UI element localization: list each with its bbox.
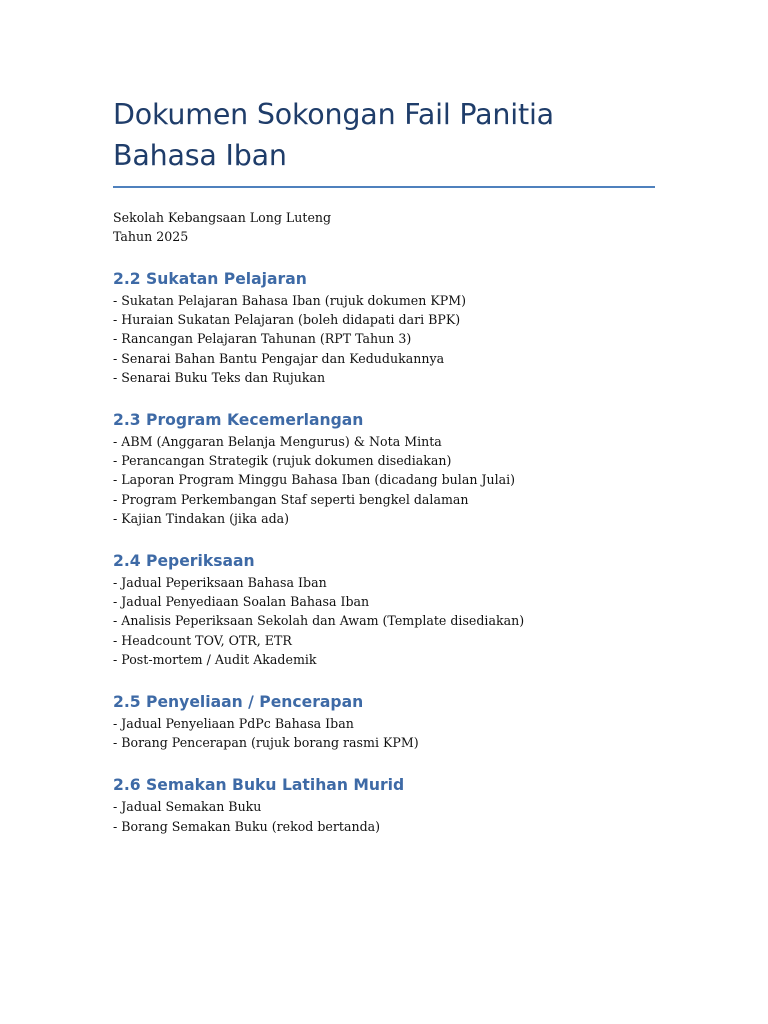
list-item: - Perancangan Strategik (rujuk dokumen disediakan) xyxy=(113,453,452,469)
section-heading: 2.6 Semakan Buku Latihan Murid xyxy=(113,776,405,795)
document-page xyxy=(113,94,655,836)
document-meta xyxy=(113,208,655,246)
section-item-list xyxy=(113,432,655,528)
section-item-list xyxy=(113,714,655,752)
list-item: - Senarai Buku Teks dan Rujukan xyxy=(113,369,326,385)
list-item: - Kajian Tindakan (jika ada) xyxy=(113,510,290,526)
document-title: Dokumen Sokongan Fail Panitia Bahasa Iban xyxy=(113,98,554,172)
section-item-list xyxy=(113,573,655,669)
document-year: Tahun 2025 xyxy=(113,229,189,244)
list-item: - Program Perkembangan Staf seperti bengkel dalaman xyxy=(113,491,469,507)
list-item: - Laporan Program Minggu Bahasa Iban (dicadang bulan Julai) xyxy=(113,472,516,488)
title-underline xyxy=(113,186,655,188)
list-item: - Huraian Sukatan Pelajaran (boleh didapati dari BPK) xyxy=(113,312,461,328)
section-item-list xyxy=(113,291,655,387)
section-sukatan-pelajaran xyxy=(113,268,655,387)
list-item: - Jadual Semakan Buku xyxy=(113,799,262,815)
list-item: - Senarai Bahan Bantu Pengajar dan Kedudukannya xyxy=(113,350,445,366)
section-heading: 2.5 Penyeliaan / Pencerapan xyxy=(113,693,364,712)
list-item: - Jadual Penyeliaan PdPc Bahasa Iban xyxy=(113,716,354,732)
section-heading: 2.3 Program Kecemerlangan xyxy=(113,411,364,430)
list-item: - Post-mortem / Audit Akademik xyxy=(113,651,317,667)
section-semakan-buku xyxy=(113,774,655,835)
list-item: - Sukatan Pelajaran Bahasa Iban (rujuk dokumen KPM) xyxy=(113,293,467,308)
list-item: - Borang Pencerapan (rujuk borang rasmi KPM) xyxy=(113,735,419,751)
list-item: - Borang Semakan Buku (rekod bertanda) xyxy=(113,818,381,834)
section-heading: 2.4 Peperiksaan xyxy=(113,552,255,571)
section-penyeliaan-pencerapan xyxy=(113,691,655,752)
section-peperiksaan xyxy=(113,550,655,669)
list-item: - Headcount TOV, OTR, ETR xyxy=(113,632,292,648)
list-item: - Jadual Penyediaan Soalan Bahasa Iban xyxy=(113,594,370,610)
school-name: Sekolah Kebangsaan Long Luteng xyxy=(113,210,332,225)
list-item: - ABM (Anggaran Belanja Mengurus) & Nota Minta xyxy=(113,434,442,450)
section-heading: 2.2 Sukatan Pelajaran xyxy=(113,270,307,288)
list-item: - Jadual Peperiksaan Bahasa Iban xyxy=(113,575,327,591)
list-item: - Rancangan Pelajaran Tahunan (RPT Tahun 3) xyxy=(113,331,412,347)
section-item-list xyxy=(113,797,655,835)
list-item: - Analisis Peperiksaan Sekolah dan Awam (Template disediakan) xyxy=(113,613,525,629)
section-program-kecemerlangan xyxy=(113,409,655,528)
